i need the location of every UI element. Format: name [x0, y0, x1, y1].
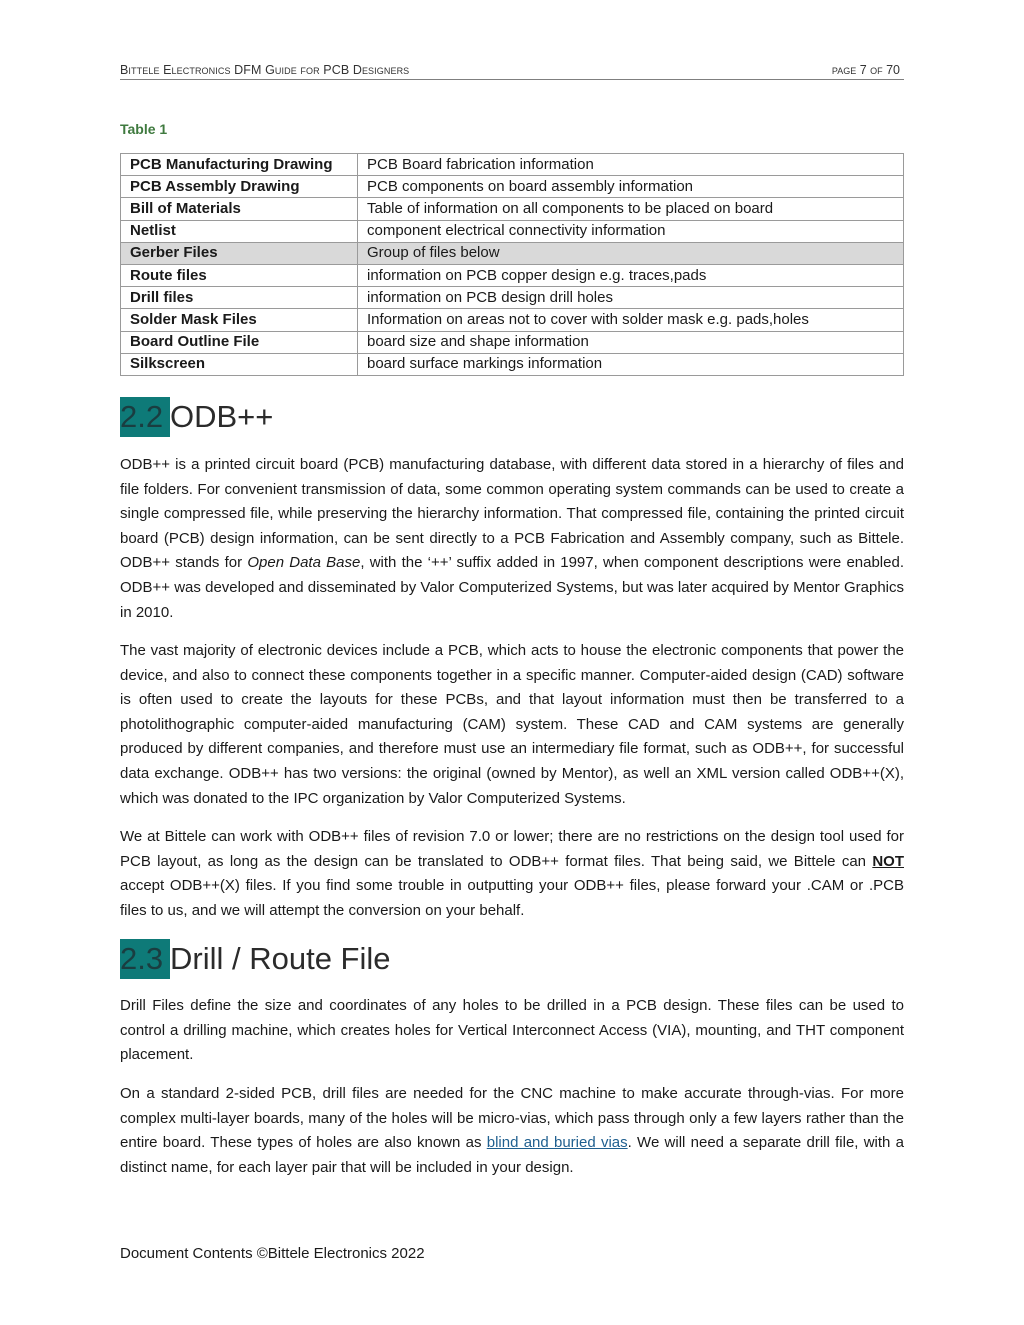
table-cell-value: component electrical connectivity information	[358, 220, 904, 242]
emphasis-strong: NOT	[872, 852, 904, 870]
table-cell-value: Group of files below	[358, 242, 904, 264]
file-types-table	[120, 153, 904, 376]
table-cell-key: Gerber Files	[121, 242, 358, 264]
table-row	[121, 198, 904, 220]
section-heading-odb	[120, 397, 273, 437]
table-cell-value: Information on areas not to cover with solder mask e.g. pads,holes	[358, 309, 904, 331]
table-cell-key: Route files	[121, 264, 358, 286]
table-cell-value: PCB components on board assembly information	[358, 176, 904, 198]
text-run: On a standard 2-sided PCB, drill files are needed for the CNC machine to make accurate through-vias. For more complex multi-layer boards, many of the holes will be micro-vias, which pass through only a few layers rather than the entire board. These types of holes are also known as	[120, 1085, 904, 1152]
table-row	[121, 353, 904, 375]
emphasis-text: Open Data Base	[247, 554, 361, 572]
table-row	[121, 242, 904, 264]
text-run: accept ODB++(X) files. If you find some trouble in outputting your ODB++ files, please forward your .CAM or .PCB files to us, and we will attempt the conversion on your behalf.	[120, 877, 904, 919]
text-run: . We will need a separate drill file, with a distinct name, for each layer pair that will be included in your design.	[120, 1134, 905, 1176]
section-number: 2.3	[120, 939, 170, 979]
odb-paragraph-1	[120, 453, 904, 625]
table-cell-key: PCB Manufacturing Drawing	[121, 154, 358, 176]
table-cell-key: Silkscreen	[121, 353, 358, 375]
table-cell-value: information on PCB copper design e.g. traces,pads	[358, 264, 904, 286]
text-run: ODB++ is a printed circuit board (PCB) manufacturing database, with different data stored in a hierarchy of files and file folders. For convenient transmission of data, some common operating system commands can be used to create a single compressed file, while preserving the hierarchy information. That compressed file, containing the printed circuit board (PCB) design information, can be sent directly to a PCB Fabrication and Assembly company, such as Bittele. ODB++ stands for	[120, 456, 904, 572]
table-row	[121, 176, 904, 198]
page-footer: Document Contents ©Bittele Electronics 2022	[120, 1245, 425, 1262]
table-cell-value: board surface markings information	[358, 353, 904, 375]
table-cell-key: PCB Assembly Drawing	[121, 176, 358, 198]
odb-paragraph-2: The vast majority of electronic devices include a PCB, which acts to house the electronic components that power the device, and also to connect these components together in a specific manner. Computer-aided design (CAD) software is often used to create the layouts for these PCBs, and that layout information must then be transferred to a photolithographic computer-aided manufacturing (CAM) system. These CAD and CAM systems are generally produced by different companies, and therefore must use an intermediary file format, such as ODB++, for successful data exchange. ODB++ has two versions: the original (owned by Mentor), as well an XML version called ODB++(X), which was donated to the IPC organization by Valor Computerized Systems.	[120, 642, 904, 807]
header-page-number: page 7 of 70	[831, 63, 900, 77]
table-row	[121, 264, 904, 286]
table-cell-key: Board Outline File	[121, 331, 358, 353]
table-row	[121, 154, 904, 176]
section-title: ODB++	[170, 399, 274, 434]
table-row	[121, 309, 904, 331]
table-row	[121, 220, 904, 242]
section-title: Drill / Route File	[170, 941, 391, 976]
drill-paragraph-2	[120, 1082, 904, 1180]
header-title: Bittele Electronics DFM Guide for PCB Designers	[120, 63, 410, 77]
table-cell-value: PCB Board fabrication information	[358, 154, 904, 176]
table-cell-value: information on PCB design drill holes	[358, 287, 904, 309]
text-run: We at Bittele can work with ODB++ files of revision 7.0 or lower; there are no restrictions on the design tool used for PCB layout, as long as the design can be translated to ODB++ format files. That being said, we Bittele can	[120, 828, 904, 870]
blind-buried-vias-link[interactable]: blind and buried vias	[486, 1134, 628, 1152]
table-cell-key: Drill files	[121, 287, 358, 309]
page-header	[120, 62, 904, 80]
table-cell-key: Bill of Materials	[121, 198, 358, 220]
drill-paragraph-1: Drill Files define the size and coordinates of any holes to be drilled in a PCB design. These files can be used to control a drilling machine, which creates holes for Vertical Interconnect Access (VIA), mounting, and THT component placement.	[120, 997, 904, 1064]
table-cell-value: Table of information on all components to be placed on board	[358, 198, 904, 220]
section-number: 2.2	[120, 397, 170, 437]
table-cell-value: board size and shape information	[358, 331, 904, 353]
table-cell-key: Solder Mask Files	[121, 309, 358, 331]
odb-paragraph-3	[120, 825, 904, 923]
table-cell-key: Netlist	[121, 220, 358, 242]
table-caption: Table 1	[120, 121, 168, 137]
table-row	[121, 287, 904, 309]
text-run: , with the ‘++’ suffix added in 1997, when component descriptions were enabled. ODB++ was developed and disseminated by Valor Computerized Systems, but was later acquired by Mentor Graphics in 2010.	[120, 554, 904, 621]
table-row	[121, 331, 904, 353]
section-heading-drill	[120, 939, 391, 979]
